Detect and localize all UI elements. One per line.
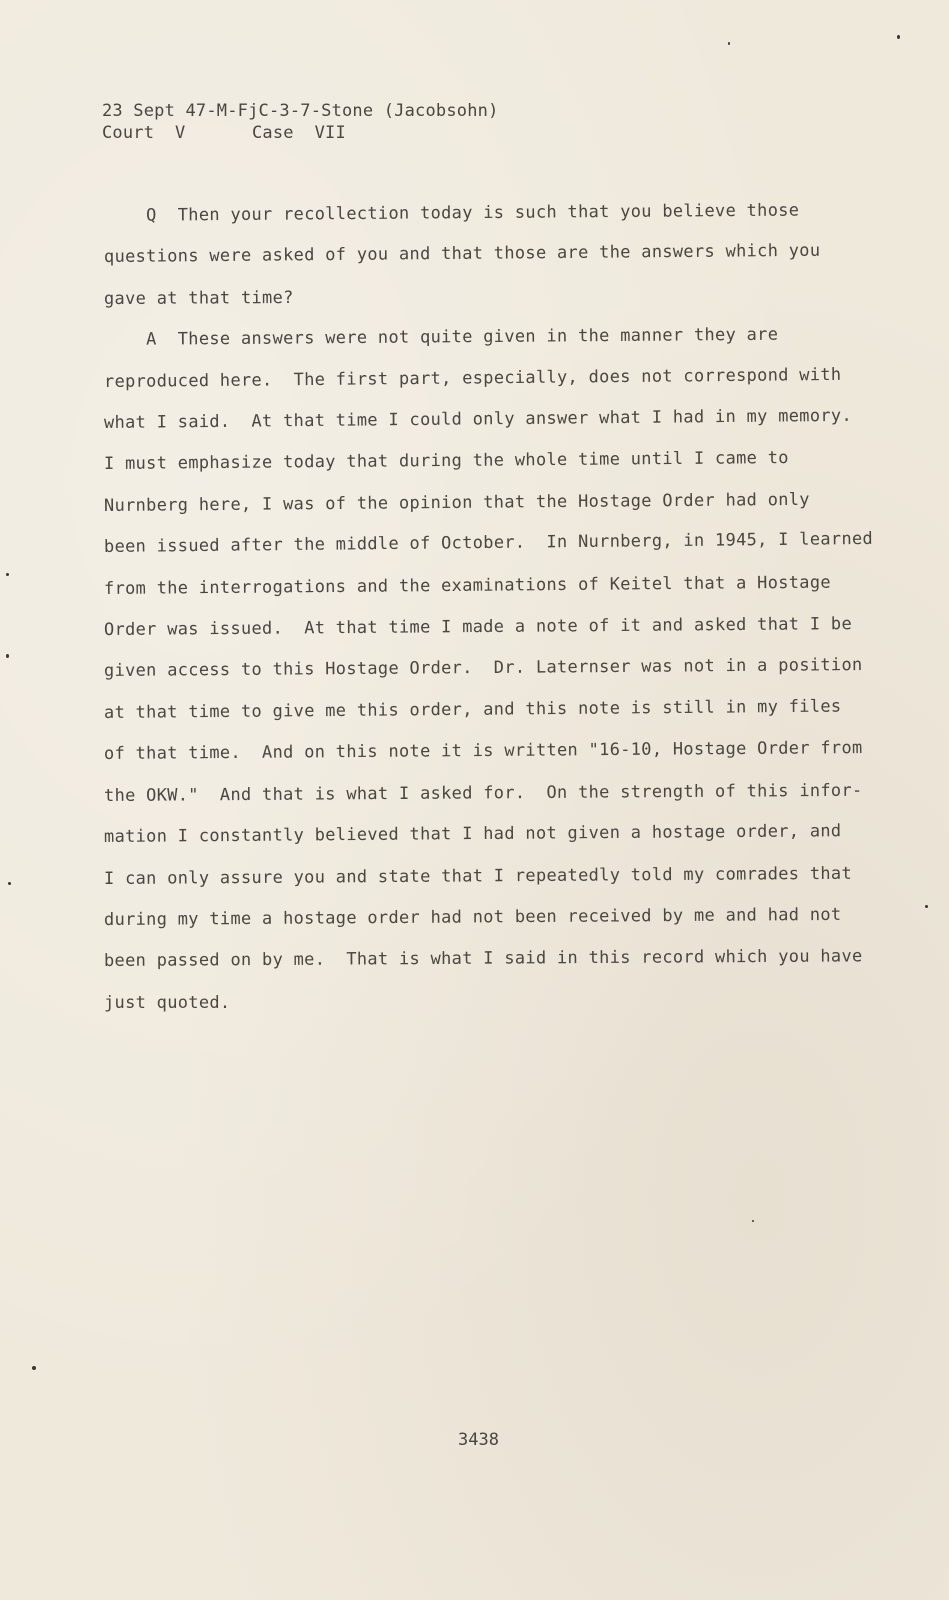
testimony-line: of that time. And on this note it is written "16-10, Hostage Order from [103,738,863,765]
testimony-line: from the interrogations and the examinations of Keitel that a Hostage [103,572,831,599]
paper-speck [925,905,928,908]
testimony-line: at that time to give me this order, and this note is still in my files [103,696,842,723]
case-label: Case VII [252,123,346,143]
paper-speck [8,882,11,885]
testimony-line: Order was issued. At that time I made a note of it and asked that I be [103,614,853,641]
testimony-line: mation I constantly believed that I had not given a hostage order, and [103,821,842,848]
testimony-line: Nurnberg here, I was of the opinion that the Hostage Order had only [103,489,810,516]
testimony-line: during my time a hostage order had not been received by me and had not [103,904,842,930]
testimony-line: A These answers were not quite given in the manner they are [103,324,779,351]
testimony-line: gave at that time? [103,287,294,309]
paper-speck [32,1366,36,1370]
header-line-2 [102,122,499,144]
testimony-line: Q Then your recollection today is such that you believe those [103,200,800,226]
testimony-line: I must emphasize today that during the whole time until I came to [103,448,789,475]
paper-speck [752,1220,754,1222]
testimony-line: been issued after the middle of October. In Nurnberg, in 1945, I learned [103,529,874,558]
testimony-line: questions were asked of you and that those are the answers which you [103,241,821,268]
paper-speck [6,573,9,576]
paper-speck [728,42,730,45]
document-header [102,100,499,144]
testimony-line: what I said. At that time I could only answer what I had in my memory. [103,405,853,434]
testimony-line: the OKW." And that is what I asked for. On the strength of this infor- [103,780,863,806]
testimony-line: just quoted. [104,992,231,1013]
paper-speck [897,35,900,39]
paper-speck [6,654,9,658]
page-number: 3438 [458,1430,499,1450]
header-line-1: 23 Sept 47-M-FjC-3-7-Stone (Jacobsohn) [102,101,499,121]
court-label: Court V [102,123,186,143]
testimony-line: been passed on by me. That is what I said in this record which you have [103,946,863,972]
testimony-line: I can only assure you and state that I repeatedly told my comrades that [103,863,853,889]
testimony-line: reproduced here. The first part, especially, does not correspond with [103,364,842,392]
testimony-body [103,196,874,1024]
testimony-line: given access to this Hostage Order. Dr. Laternser was not in a position [103,655,863,682]
